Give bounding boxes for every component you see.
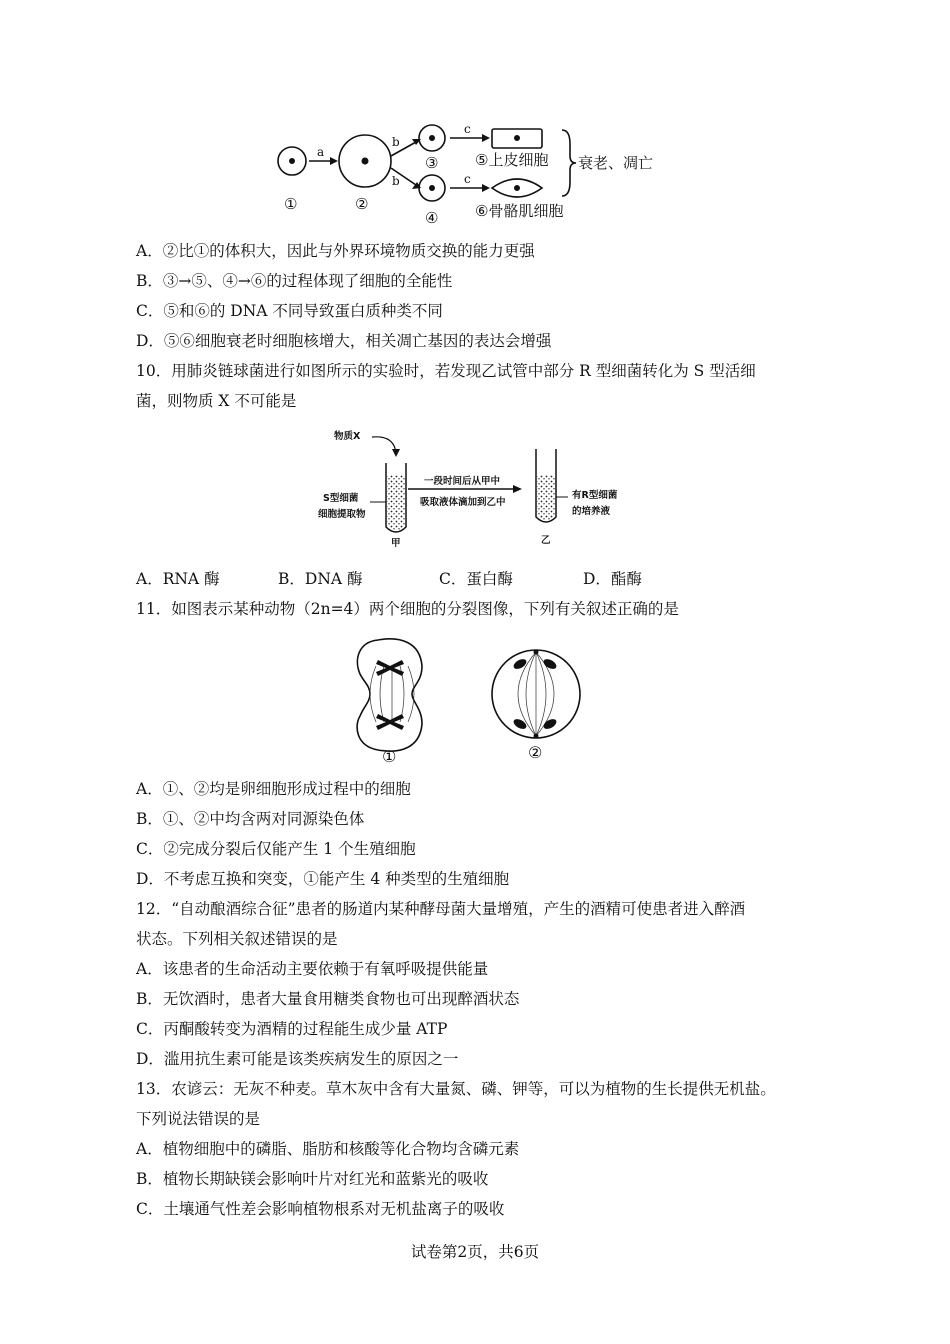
epithelial-cell-label: ⑤上皮细胞 — [475, 151, 549, 169]
dividing-cell-label-2: ② — [528, 743, 543, 762]
q10-option-b: B．DNA 酶 — [278, 570, 363, 588]
r-medium-label-1: 有R型细菌 — [572, 490, 618, 501]
cell-label-1: ① — [284, 195, 298, 213]
q10-options-row — [136, 569, 816, 589]
q10-option-c: C．蛋白酶 — [439, 570, 513, 588]
cell-label-2: ② — [355, 195, 369, 213]
q11-stem: 11．如图表示某种动物（2n=4）两个细胞的分裂图像，下列有关叙述正确的是 — [136, 600, 679, 618]
q12-option-c: C．丙酮酸转变为酒精的过程能生成少量 ATP — [136, 1020, 448, 1038]
dividing-cell-label-1: ① — [382, 747, 397, 766]
q13-stem-line2: 下列说法错误的是 — [136, 1110, 261, 1128]
transfer-label-1: 一段时间后从甲中 — [424, 476, 501, 487]
q9-option-c: C．⑤和⑥的 DNA 不同导致蛋白质种类不同 — [136, 302, 443, 320]
q13-option-c: C．土壤通气性差会影响植物根系对无机盐离子的吸收 — [136, 1200, 505, 1218]
q11-option-a: A．①、②均是卵细胞形成过程中的细胞 — [136, 780, 411, 798]
r-medium-label-2: 的培养液 — [572, 506, 611, 517]
q11-option-c: C．②完成分裂后仅能产生 1 个生殖细胞 — [136, 840, 416, 858]
s-extract-label-2: 细胞提取物 — [318, 509, 366, 520]
q9-option-d: D．⑤⑥细胞衰老时细胞核增大，相关凋亡基因的表达会增强 — [136, 332, 552, 350]
transfer-label-2: 吸取液体滴加到乙中 — [420, 497, 506, 508]
cell-differentiation-diagram — [270, 118, 690, 228]
q12-option-a: A．该患者的生命活动主要依赖于有氧呼吸提供能量 — [136, 960, 489, 978]
q11-option-d: D．不考虑互换和突变，①能产生 4 种类型的生殖细胞 — [136, 870, 510, 888]
q9-option-a: A．②比①的体积大，因此与外界环境物质交换的能力更强 — [136, 242, 535, 260]
cell-label-4: ④ — [425, 209, 439, 227]
aging-apoptosis-label: 衰老、凋亡 — [578, 154, 654, 172]
q12-option-d: D．滥用抗生素可能是该类疾病发生的原因之一 — [136, 1050, 459, 1068]
transformation-experiment-diagram — [310, 425, 640, 550]
q13-option-a: A．植物细胞中的磷脂、脂肪和核酸等化合物均含磷元素 — [136, 1140, 520, 1158]
q10-stem-line1: 10．用肺炎链球菌进行如图所示的实验时，若发现乙试管中部分 R 型细菌转化为 S 型活细 — [136, 362, 756, 380]
q12-stem-line2: 状态。下列相关叙述错误的是 — [136, 930, 338, 948]
q12-option-b: B．无饮酒时，患者大量食用糖类食物也可出现醉酒状态 — [136, 990, 520, 1008]
arrow-label-c-upper: c — [464, 122, 471, 136]
q12-stem-line1: 12．“自动酿酒综合征”患者的肠道内某种酵母菌大量增殖，产生的酒精可使患者进入醉酒 — [136, 900, 746, 918]
arrow-label-c-lower: c — [464, 172, 471, 186]
skeletal-muscle-cell-label: ⑥骨骼肌细胞 — [475, 202, 564, 220]
page-footer: 试卷第2页，共6页 — [410, 1243, 540, 1261]
arrow-label-b-upper: b — [392, 135, 400, 149]
tube-jia-label: 甲 — [391, 538, 401, 549]
q13-stem-line1: 13．农谚云：无灰不种麦。草木灰中含有大量氮、磷、钾等，可以为植物的生长提供无机盐。 — [136, 1080, 776, 1098]
substance-x-label: 物质X — [334, 431, 361, 442]
cell-label-3: ③ — [425, 154, 439, 172]
arrow-label-a: a — [317, 145, 325, 159]
q10-option-d: D．酯酶 — [583, 570, 642, 588]
q11-option-b: B．①、②中均含两对同源染色体 — [136, 810, 365, 828]
q10-option-a: A．RNA 酶 — [136, 570, 220, 588]
q10-stem-line2: 菌，则物质 X 不可能是 — [136, 392, 297, 410]
q13-option-b: B．植物长期缺镁会影响叶片对红光和蓝紫光的吸收 — [136, 1170, 489, 1188]
s-extract-label-1: S型细菌 — [323, 493, 359, 504]
cell-division-diagram — [350, 636, 590, 766]
tube-yi-label: 乙 — [541, 535, 551, 546]
q9-option-b: B．③→⑤、④→⑥的过程体现了细胞的全能性 — [136, 272, 453, 290]
arrow-label-b-lower: b — [392, 174, 400, 188]
